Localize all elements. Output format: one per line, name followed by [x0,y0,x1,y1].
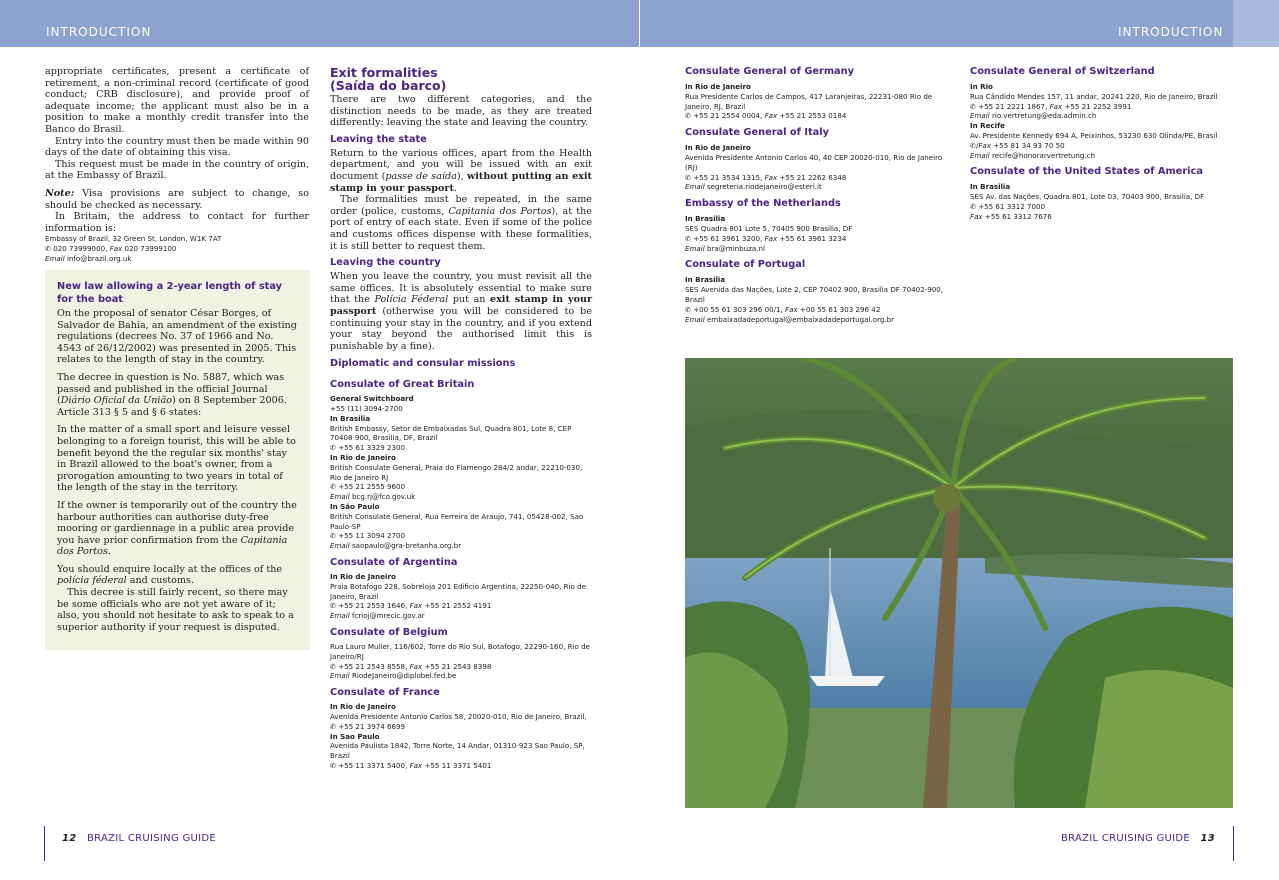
header-banner-right [640,0,1233,47]
paragraph: This request must be made in the country of origin, at the Embassy of Brazil. [45,158,309,182]
nl-title: Embassy of the Netherlands [685,198,841,210]
header-title-left: INTRODUCTION [46,25,152,39]
note-text: Visa provisions are subject to change, so should be checked as necessary. [45,187,309,211]
sidebar-content [57,280,297,633]
us-title: Consulate of the United States of America [970,166,1203,178]
column-2 [330,66,592,771]
de-details: In Rio de Janeiro Rua Presidente Carlos de Campos, 417 Laranjeiras, 22231-080 Rio de Janeiro, RJ, Brazil ✆ +55 21 2554 0004, Fax +55 21 2553 0184 [685,82,933,121]
footer-title-right: BRAZIL CRUISING GUIDE [1061,833,1191,844]
paragraph: If the owner is temporarily out of the country the harbour authorities can authorise duty-free mooring or gardiennage in a public area provide you have prior confirmation from the Capitania dos Portos. [57,499,297,558]
note-label: Note: [45,187,75,199]
fr-title: Consulate of France [330,687,440,699]
email-line [45,254,309,264]
de-title: Consulate General of Germany [685,66,855,77]
header-banner-left [0,0,639,47]
ch-title: Consulate General of Switzerland [970,66,1155,77]
page-number-left: 12 [62,833,77,844]
palm-tree-photo [685,358,1233,808]
exit-title: Exit formalities [330,65,438,80]
it-title: Consulate General of Italy [685,127,830,139]
paragraph: Entry into the country must then be made within 90 days of the date of obtaining this visa. [45,135,309,159]
footer-left [62,833,216,844]
note-paragraph [45,188,309,211]
fax-label: Fax [109,244,123,254]
us-details: In Brasilia SES Av. das Nações, Quadra 801, Lote 03, 70403 900, Brasilia, DF ✆ +55 61 3312 7000 Fax +55 61 3312 7676 [970,182,1205,221]
pt-title: Consulate of Portugal [685,259,806,271]
header-title-right: INTRODUCTION [1118,25,1224,39]
column-3 [685,66,947,324]
be-title: Consulate of Belgium [330,627,448,639]
nl-details: In Brasilia SES Quadra 801 Lote 5, 70405 900 Brasilia, DF ✆ +55 61 3961 3200, Fax +55 61 3961 3234 Email bra@minbuza.nl [685,214,853,253]
be-details: Rua Lauro Muller, 116/602, Torre do Rio Sul, Botafogo, 22290-160, Rio de Janeiro/RJ ✆ +55 21 2543 8558, Fax +55 21 2543 8398 Email RiodeJaneiro@diplobel.fed.be [330,642,590,681]
footer-title-left: BRAZIL CRUISING GUIDE [86,833,217,844]
footer-rule-right [1233,826,1234,861]
email-label: Email [45,253,65,263]
paragraph: The decree in question is No. 5887, which was passed and published in the official Journal (Diário Oficial da União) on 8 September 2006. Article 313 § 5 and § 6 states: [57,371,287,418]
leaving-state-heading: Leaving the state [330,133,427,145]
leaving-country-heading: Leaving the country [330,257,441,269]
footer-right [1061,833,1215,844]
photo-illustration [685,358,1233,808]
ar-title: Consulate of Argentina [330,557,458,569]
paragraph: You should enquire locally at the offices of the polícia féderal and customs. [57,563,283,587]
paragraph: This decree is still fairly recent, so there may be some officials who are not yet aware of it; also, you should not hesitate to ask to speak to a superior authority if your request is disputed. [57,587,294,633]
header-banner-cap [1233,0,1279,47]
it-details: In Rio de Janeiro Avenida Presidente Antonio Carlos 40, 40 CEP 20020-010, Rio de Janeiro (RJ) ✆ +55 21 3534 1315, Fax +55 21 2262 6348 Email segreteria.riodejaneiro@esteri.it [685,143,943,192]
fr-details: In Rio de Janeiro Avenida Presidente Antonio Carlos 58, 20020-010, Rio de Janeiro, Brazil, ✆ +55 21 3974 6699 In Sao Paulo Avenida Paulista 1842, Torre Norte, 14 Andar, 01310-923 Sao Paulo, SP, Brazil ✆ +55 11 3371 5400, Fax +55 11 3371 5401 [330,702,587,770]
paragraph: The formalities must be repeated, in the same order (police, customs, Capitania dos Portos), at the port of entry of each state. Even if some of the police and customs offices dispense with these formalities, it is still better to request them. [330,194,592,252]
diplomatic-heading: Diplomatic and consular missions [330,358,516,370]
column-1 [45,66,309,264]
gb-details: General Switchboard +55 (11) 3094-2700 In Brasilia British Embassy, Setor de Embaixadas Sul, Quadra 801, Lote 8, CEP 70408 900, Brasilia, DF, Brazil ✆ +55 61 3329 2300 In Rio de Janeiro British Consulate General, Praia do Flamengo 284/2 andar, 22210-030, Rio de Janeiro RJ ✆ +55 21 2555 9600 Email bcg.rj@fco.gov.uk In São Paulo British Consulate General, Rua Ferreira de Araujo, 741, 05428-002, Sao Paulo-SP ✆ +55 11 3094 2700 Email saopaulo@gra-bretanha.org.br [330,394,584,551]
paragraph: Return to the various offices, apart from the Health department, and you will be issued with an exit document (passe de saída), without putting an exit stamp in your passport. [330,147,592,194]
paragraph: There are two different categories, and the distinction needs to be made, as they are treated differently: leaving the state and leaving the country. [330,94,592,129]
phone-line [45,244,309,254]
phone: ✆ 020 73999000, [45,244,110,254]
sidebar-title: New law allowing a 2-year length of stay for the boat [57,281,283,305]
embassy-contact [45,234,309,263]
address: Embassy of Brazil, 32 Green St, London, W1K 7AT [45,234,222,244]
column-4 [970,66,1226,222]
pt-details: In Brasilia SES Avenida das Nações, Lote 2, CEP 70402 900, Brasilia DF 70402-900, Brazil ✆ +00 55 61 303 296 00/1, Fax +00 55 61 303 296 42 Email embaixadadeportugal@embaixadadeportugal.org.br [685,275,944,324]
paragraph: appropriate certificates, present a certificate of retirement, a non-criminal record (certificate of good conduct; CRB disclosure), and provide proof of adequate income; the applicant must also be in a position to make a monthly credit transfer into the Banco do Brasil. [45,66,309,135]
email: info@brazil.org.uk [64,253,132,263]
paragraph: When you leave the country, you must revisit all the same offices. It is absolutely essential to make sure that the Polícia Féderal put an exit stamp in your passport (otherwise you will be considered to be continuing your stay in the country, and if you extend your stay beyond the authorised limit this is punishable by a fine). [330,271,592,352]
paragraph: In Britain, the address to contact for further information is: [45,211,309,234]
footer-rule-left [44,826,45,861]
fax: 020 73999100 [122,244,177,254]
ar-details: In Rio de Janeiro Praia Botafogo 228, Sobreloja 201 Edificio Argentina, 22250-040, Rio de Janeiro, Brazil ✆ +55 21 2553 1646, Fax +55 21 2552 4191 Email fcrioj@mrecic.gov.ar [330,572,586,621]
exit-subtitle: (Saída do barco) [330,78,447,93]
page-number-right: 13 [1200,833,1216,844]
ch-details: In Rio Rua Cândido Mendes 157, 11 andar, 20241 220, Rio de Janeiro, Brazil ✆ +55 21 2221 1867, Fax +55 21 2252 3991 Email rio.vertretung@eda.admin.ch In Recife Av. Presidente Kennedy 694 A, Peixinhos, 53230 630 Olinda/PE, Brasil ✆/Fax +55 81 34 93 70 50 Email recife@honorarvertretung.ch [970,82,1218,160]
paragraph: On the proposal of senator César Borges, of Salvador de Bahia, an amendment of the existing regulations (decrees No. 37 of 1966 and No. 4543 of 26/12/2002) was presented in 2005. This relates to the length of stay in the country. [57,308,297,366]
gb-title: Consulate of Great Britain [330,379,475,391]
paragraph: In the matter of a small sport and leisure vessel belonging to a foreign tourist, this will be able to benefit beyond the the regular six months' stay in Brazil allowed to the boat's owner, from a prorogation amounting to two years in total of the length of the stay in the territory. [57,424,296,494]
